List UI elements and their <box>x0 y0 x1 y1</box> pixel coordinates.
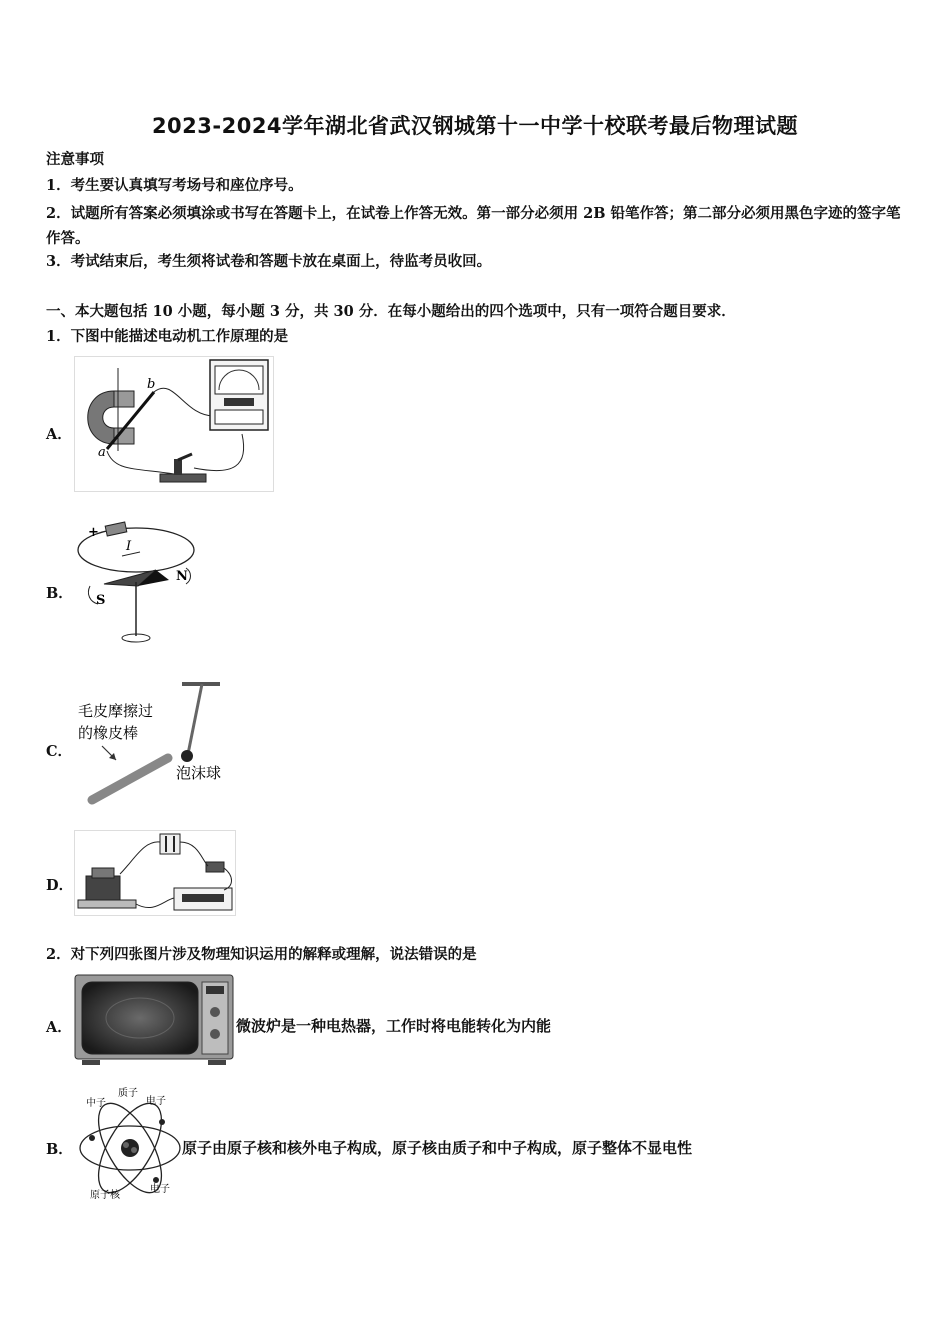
q2-option-a-label: A． <box>46 1019 72 1036</box>
notice-heading: 注意事项 <box>46 151 104 168</box>
label-electron-top: 电子 <box>146 1096 166 1107</box>
notice-item-1: 1．考生要认真填写考场号和座位序号。 <box>46 177 303 194</box>
label-plus: + <box>88 525 99 540</box>
label-proton: 质子 <box>118 1088 138 1099</box>
motor-circuit-diagram <box>74 830 236 916</box>
label-nucleus: 原子核 <box>90 1190 120 1201</box>
q2-option-b-label: B． <box>46 1141 73 1158</box>
microwave-oven-image <box>74 974 234 1066</box>
q1-option-a-label: A． <box>46 426 72 443</box>
oersted-experiment-diagram <box>74 514 198 654</box>
q1-option-b-figure <box>74 514 198 654</box>
label-current: I <box>126 539 132 554</box>
label-rod-line2: 的橡皮棒 <box>78 724 139 742</box>
q1-option-a-figure <box>74 356 274 492</box>
notice-item-2: 2．试题所有答案必须填涂或书写在答题卡上，在试卷上作答无效。第一部分必须用 2B 铅笔作答；第二部分必须用黑色字迹的签字笔作答。 <box>46 205 901 247</box>
question-2-stem: 2．对下列四张图片涉及物理知识运用的解释或理解，说法错误的是 <box>46 946 477 963</box>
page-title: 2023-2024学年湖北省武汉钢城第十一中学十校联考最后物理试题 <box>151 114 799 138</box>
notice-item-3: 3．考试结束后，考生须将试卷和答题卡放在桌面上，待监考员收回。 <box>46 253 492 270</box>
q1-option-d-figure <box>74 830 236 916</box>
question-1-stem: 1．下图中能描述电动机工作原理的是 <box>46 328 289 345</box>
q2-option-a-text: 微波炉是一种电热器，工作时将电能转化为内能 <box>236 1017 552 1035</box>
label-b: b <box>147 377 156 392</box>
label-rod-line1: 毛皮摩擦过 <box>78 702 154 720</box>
q1-option-b-label: B． <box>46 585 73 602</box>
q2-option-b-text: 原子由原子核和核外电子构成，原子核由质子和中子构成，原子整体不显电性 <box>182 1139 693 1157</box>
label-north: N <box>176 569 188 584</box>
q1-option-c-label: C． <box>46 743 73 760</box>
atom-structure-image <box>76 1084 182 1204</box>
label-neutron: 中子 <box>86 1098 106 1109</box>
label-south: S <box>96 593 106 608</box>
section-heading: 一、本大题包括 10 小题，每小题 3 分，共 30 分．在每小题给出的四个选项中，只有一项符合题目要求． <box>46 303 736 320</box>
generator-circuit-diagram <box>74 356 274 492</box>
label-electron-bottom: 电子 <box>150 1184 170 1195</box>
label-a: a <box>98 445 106 460</box>
charged-rod-foam-ball-diagram <box>74 676 234 810</box>
q1-option-d-label: D． <box>46 877 74 894</box>
label-foam-ball: 泡沫球 <box>176 764 222 782</box>
q1-option-c-figure <box>74 676 234 810</box>
